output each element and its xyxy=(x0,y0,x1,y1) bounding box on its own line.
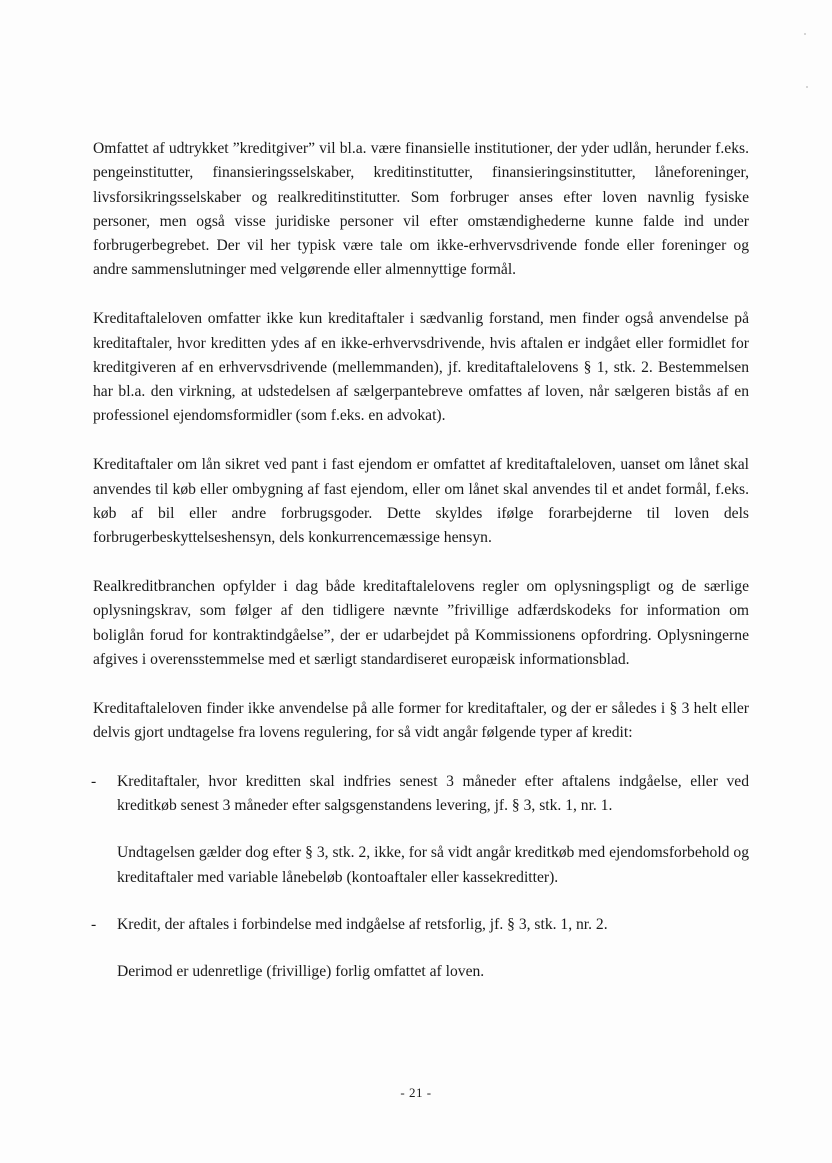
paragraph: Kreditaftaleloven finder ikke anvendelse på alle former for kreditaftaler, og der er således i § 3 helt eller delvis gjort undtagelse fra lovens regulering, for så vidt angår følgende typer af kredit: xyxy=(93,699,749,741)
paragraph: Omfattet af udtrykket ”kreditgiver” vil bl.a. være finansielle institutioner, der yder udlån, herunder f.eks. pengeinstitutter, finansieringsselskaber, kreditinstitutter, finansieringsinstitutter, låneforeninger, livsforsikringsselskaber og realkreditinstitutter. Som forbruger anses efter loven navnlig fysiske personer, men også visse juridiske personer vil efter omstændighederne kunne falde ind under forbrugerbegrebet. Der vil her typisk være tale om ikke-erhvervsdrivende fonde eller foreninger og andre sammenslutninger med velgørende eller almennyttige formål. xyxy=(93,140,749,279)
list-item xyxy=(93,770,749,819)
list-item xyxy=(93,913,749,937)
document-body xyxy=(93,137,749,1008)
paragraph: Kreditaftaler om lån sikret ved pant i fast ejendom er omfattet af kreditaftaleloven, uanset om lånet skal anvendes til køb eller ombygning af fast ejendom, eller om lånet skal anvendes til et andet formål, f.eks. køb af bil eller andre forbrugsgoder. Dette skyldes ifølge forarbejderne til loven dels forbrugerbeskyttelseshensyn, dels konkurrencemæssige hensyn. xyxy=(93,456,749,547)
list-dash: - xyxy=(91,772,97,790)
scan-speck xyxy=(806,86,808,88)
scan-speck xyxy=(804,33,806,35)
list-item-note: Undtagelsen gælder dog efter § 3, stk. 2, ikke, for så vidt angår kreditkøb med ejendomsforbehold og kreditaftaler med variable lånebeløb (kontoaftaler eller kassekreditter). xyxy=(117,844,749,886)
paragraph: Realkreditbranchen opfylder i dag både kreditaftalelovens regler om oplysningspligt og de særlige oplysningskrav, som følger af den tidligere nævnte ”frivillige adfærdskodeks for information om boliglån forud for kontraktindgåelse”, der er udarbejdet på Kommissionens opfordring. Oplysningerne afgives i overensstemmelse med et særligt standardiseret europæisk informationsblad. xyxy=(93,577,749,668)
list-item-text: Kredit, der aftales i forbindelse med indgåelse af retsforlig, jf. § 3, stk. 1, nr. 2. xyxy=(117,915,608,933)
list-item-text: Kreditaftaler, hvor kreditten skal indfries senest 3 måneder efter aftalens indgåelse, eller ved kreditkøb senest 3 måneder efter salgsgenstandens levering, jf. § 3, stk. 1, nr. 1. xyxy=(117,772,749,815)
paragraph: Kreditaftaleloven omfatter ikke kun kreditaftaler i sædvanlig forstand, men finder også anvendelse på kreditaftaler, hvor kreditten ydes af en ikke-erhvervsdrivende, hvis aftalen er indgået eller formidlet for kreditgiveren af en erhvervsdrivende (mellemmanden), jf. kreditaftalelovens § 1, stk. 2. Bestemmelsen har bl.a. den virkning, at udstedelsen af sælgerpantebreve omfattes af loven, når sælgeren bistås af en professionel ejendomsformidler (som f.eks. en advokat). xyxy=(93,310,749,425)
list-dash: - xyxy=(91,915,97,933)
page-number: - 21 - xyxy=(400,1085,432,1100)
list-item-note: Derimod er udenretlige (frivillige) forlig omfattet af loven. xyxy=(117,963,485,981)
